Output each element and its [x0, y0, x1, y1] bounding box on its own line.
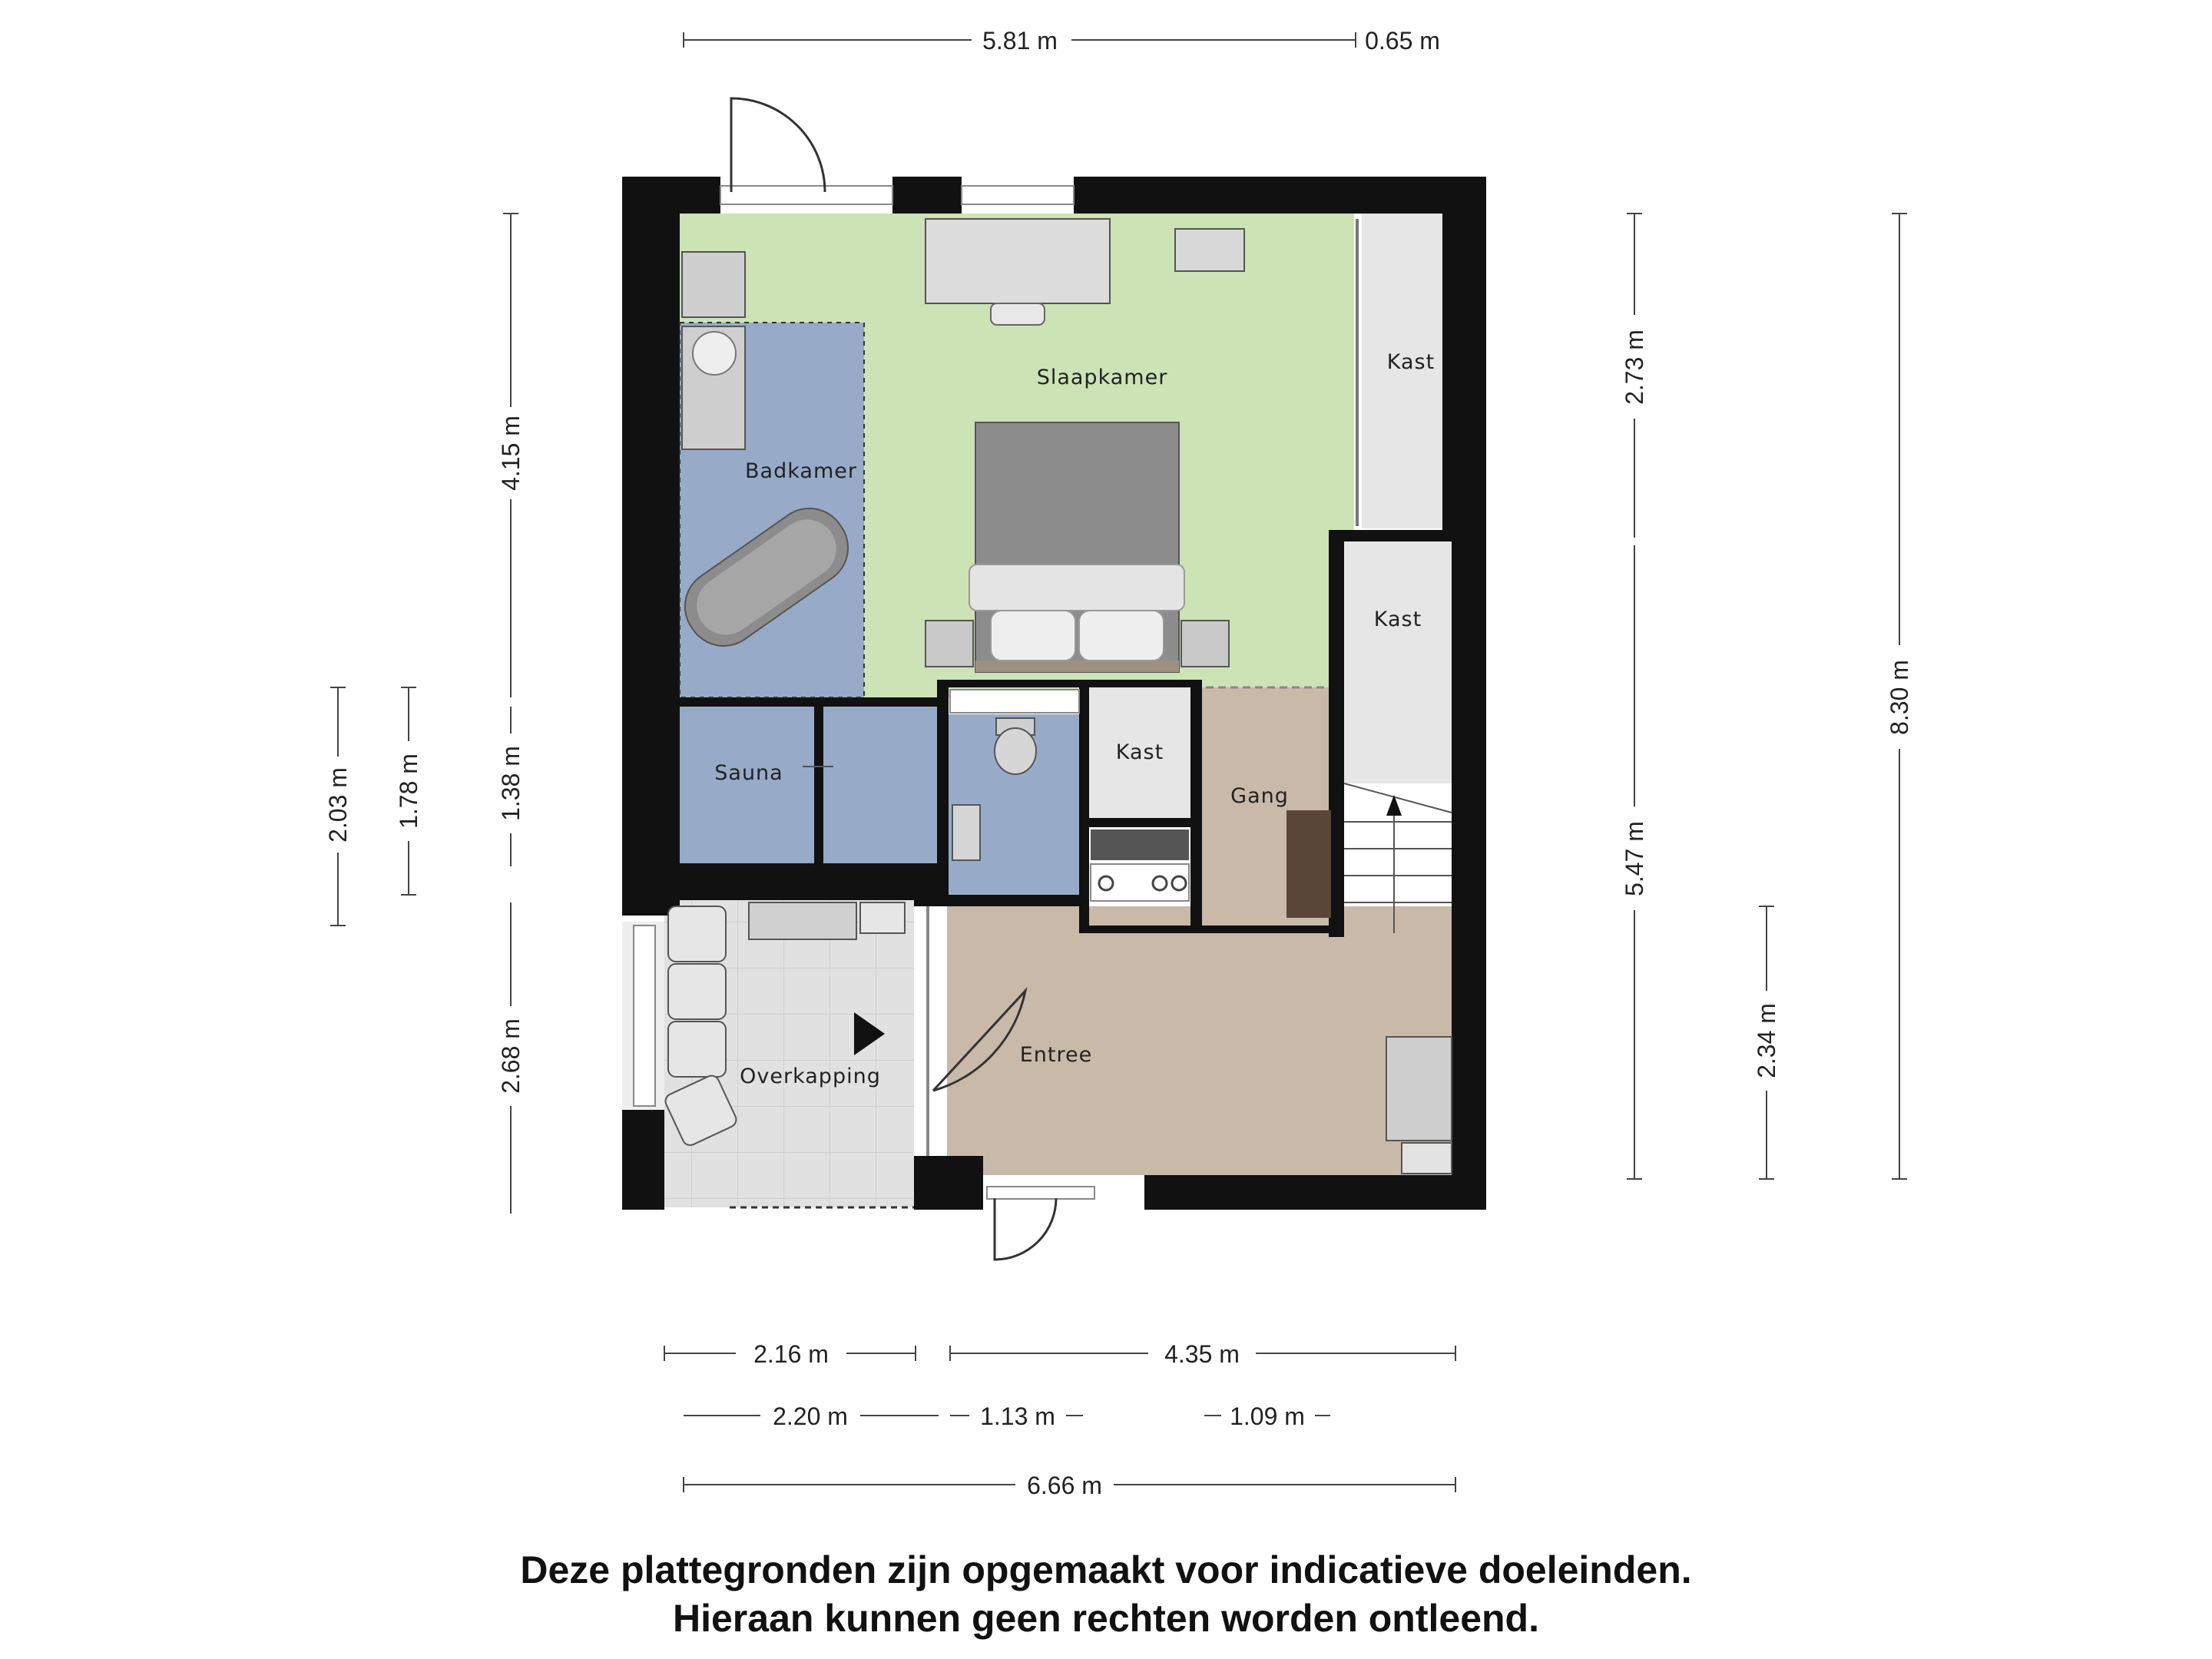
room-label-kast-top: Kast	[1386, 350, 1435, 374]
dim-right-lower: 5.47 m	[1621, 821, 1648, 896]
cabinet	[682, 252, 745, 317]
kast-mid-floor	[1344, 541, 1452, 806]
room-label-overkapping: Overkapping	[740, 1065, 881, 1088]
nightstand-left	[926, 621, 973, 667]
room-label-badkamer: Badkamer	[745, 459, 857, 483]
pillow-left	[991, 611, 1075, 661]
dim-bottom-a: 2.16 m	[753, 1340, 829, 1368]
desk	[926, 219, 1110, 303]
room-label-sauna: Sauna	[714, 761, 783, 785]
dim-far-left-a: 2.03 m	[324, 767, 352, 843]
sauna-floor-right	[823, 705, 937, 863]
disclaimer-line-1: Deze plattegronden zijn opgemaakt voor indicatieve doeleinden.	[520, 1548, 1692, 1591]
tap-mid	[1153, 876, 1167, 890]
toilet-bowl	[995, 728, 1036, 774]
dim-right-small: 2.34 m	[1753, 1003, 1780, 1078]
room-label-slaapkamer: Slaapkamer	[1036, 366, 1168, 389]
tap-right	[1172, 876, 1186, 890]
pillow-right	[1079, 611, 1164, 661]
bed-blanket	[969, 565, 1184, 611]
dim-bottom-b: 4.35 m	[1164, 1340, 1240, 1368]
dim-right-upper: 2.73 m	[1621, 329, 1648, 405]
shelf-dark	[1091, 830, 1189, 860]
desk-chair	[991, 303, 1045, 325]
side-box	[860, 902, 905, 933]
dim-right-total: 8.30 m	[1886, 660, 1913, 735]
bed-headboard	[975, 661, 1179, 672]
room-label-kast-small: Kast	[1115, 740, 1164, 764]
dim-left-lower: 2.68 m	[497, 1018, 525, 1094]
tap-left	[1099, 876, 1113, 890]
washbasin-bowl	[693, 332, 736, 375]
entree-floor	[947, 906, 1452, 1175]
dim-bottom-d: 1.13 m	[980, 1402, 1055, 1430]
dim-top-width: 5.81 m	[982, 27, 1058, 55]
toilet-shelf	[950, 690, 1079, 713]
dim-left-upper: 4.15 m	[497, 416, 525, 491]
dim-left-mid: 1.38 m	[497, 746, 525, 821]
disclaimer-line-2: Hieraan kunnen geen rechten worden ontleend.	[673, 1597, 1539, 1640]
nightstand-right	[1181, 621, 1229, 667]
dim-bottom-total: 6.66 m	[1027, 1472, 1102, 1499]
entree-cabinet	[1386, 1037, 1452, 1141]
room-label-gang: Gang	[1230, 784, 1289, 808]
toilet-sink	[952, 805, 980, 860]
dim-top-extra: 0.65 m	[1365, 27, 1440, 55]
dim-far-left-b: 1.78 m	[395, 753, 422, 829]
dim-bottom-c: 2.20 m	[773, 1402, 848, 1430]
room-label-entree: Entree	[1019, 1043, 1093, 1067]
dim-bottom-e: 1.09 m	[1230, 1402, 1305, 1430]
room-label-kast-mid: Kast	[1373, 608, 1422, 631]
entree-shoe-rack	[1402, 1143, 1452, 1174]
side-table	[1175, 229, 1244, 271]
gang-cabinet	[1286, 810, 1331, 918]
bench	[749, 902, 856, 939]
